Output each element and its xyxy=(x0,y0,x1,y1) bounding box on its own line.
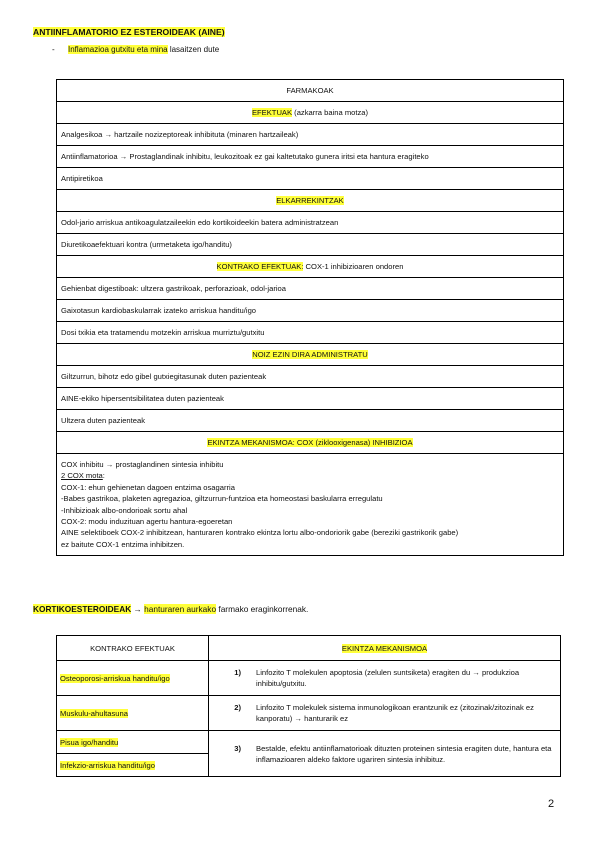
mechanism-item xyxy=(215,667,554,689)
mechanism-text: Bestalde, efektu antiinflamatorioak dituzten proteinen sintesia eragiten dute, hantura eta inflamazioaren aldeko faktore ugariren sintesia inhibituz. xyxy=(256,743,552,764)
mechanism-cell xyxy=(209,696,561,731)
kontrako-efektuak-row: Gehienbat digestiboak: ultzera gastrikoak, perforazioak, odol-jarioa xyxy=(57,278,564,300)
mekanismoa-line: COX inhibitu → prostaglandinen sintesia inhibitu xyxy=(61,460,224,469)
kontrako-efektuak-row: Dosi txikia eta tratamendu motzekin arriskua murriztu/gutxitu xyxy=(57,322,564,344)
section-title-aine-text: ANTIINFLAMATORIO EZ ESTEROIDEAK (AINE) xyxy=(33,27,225,37)
mechanism-text: Linfozito T molekulen apoptosia (zelulen suntsiketa) eragiten du → produkzioa inhibitu/gutxitu. xyxy=(256,668,520,688)
mekanismoa-line: ez baitute COX-1 entzima inhibitzen. xyxy=(61,539,185,549)
farmakoak-table xyxy=(56,79,564,556)
section-title-kortikoesteroideak xyxy=(33,604,308,614)
ekintza-mekanismoa-title: EKINTZA MEKANISMOA xyxy=(341,643,428,653)
mekanismoa-body xyxy=(57,454,564,556)
kontrako-efektuak-header xyxy=(57,256,564,278)
side-effect-label: Osteoporosi-arriskua handitu/igo xyxy=(60,673,170,683)
elkarrekintzak-header xyxy=(57,190,564,212)
side-effect-cell xyxy=(57,661,209,696)
mechanism-number: 3) xyxy=(234,743,241,753)
page-number: 2 xyxy=(548,798,555,810)
bullet-highlight: Inflamazioa gutxitu eta mina xyxy=(68,45,168,54)
mekanismoa-line: COX-1: ehun gehienetan dagoen entzima osagarria xyxy=(61,482,235,492)
kontrako-efektuak-subtitle: COX-1 inhibizioaren ondoren xyxy=(303,262,404,271)
mechanism-item xyxy=(215,702,554,724)
cox-mota-label: 2 COX mota xyxy=(61,471,103,481)
cox-mota-colon: : xyxy=(102,471,105,481)
noiz-ez-row: Ultzera duten pazienteak xyxy=(57,410,564,432)
mekanismoa-header xyxy=(57,432,564,454)
kontrako-efektuak-title: KONTRAKO EFEKTUAK: xyxy=(216,262,304,271)
title-highlight-hantura: hanturaren aurkako xyxy=(144,604,217,614)
noiz-ez-row: AINE-ekiko hipersentsibilitatea duten pazienteak xyxy=(57,388,564,410)
efektuak-subtitle: (azkarra baina motza) xyxy=(292,108,369,117)
efektuak-row: Antipiretikoa xyxy=(57,168,564,190)
efektuak-header xyxy=(57,102,564,124)
efektuak-row: Antiinflamatorioa → Prostaglandinak inhibitu, leukozitoak ez gai kaltetutako gunera iritsi eta hantura eragiteko xyxy=(57,146,564,168)
mekanismoa-line: COX-2: modu induzituan agertu hantura-egoeretan xyxy=(61,517,233,527)
mekanismoa-line: -Inhibizioak albo-ondorioak sortu ahal xyxy=(61,505,188,515)
mekanismoa-line: AINE selektiboek COX-2 inhibitzean, hanturaren kontrako ekintza lortu albo-ondoriorik gabe (bereziki gastrikorik gabe) xyxy=(61,528,459,538)
farmakoak-header: FARMAKOAK xyxy=(57,80,564,102)
mechanism-item xyxy=(215,743,554,765)
kortikoesteroideak-table xyxy=(56,635,561,777)
elkarrekintzak-row: Diuretikoaefektuari kontra (urmetaketa igo/handitu) xyxy=(57,234,564,256)
mechanism-number: 1) xyxy=(234,668,241,677)
title-rest: farmako eraginkorrenak. xyxy=(216,604,309,614)
mekanismoa-title: EKINTZA MEKANISMOA: COX (ziklooxigenasa) INHIBIZIOA xyxy=(207,438,413,447)
mechanism-cell xyxy=(209,661,561,696)
side-effect-cell xyxy=(57,731,209,754)
mechanism-cell xyxy=(209,731,561,777)
kontrako-efektuak-col-header: KONTRAKO EFEKTUAK xyxy=(57,636,209,661)
kortikoesteroideak-title: KORTIKOESTEROIDEAK xyxy=(33,604,132,614)
mekanismoa-line-cox-mota xyxy=(61,470,559,481)
aine-bullet xyxy=(52,45,219,54)
efektuak-row: Analgesikoa → hartzaile nozizeptoreak inhibituta (minaren hartzaileak) xyxy=(57,124,564,146)
kontrako-efektuak-row: Gaixotasun kardiobaskularrak izateko arriskua handitu/igo xyxy=(57,300,564,322)
side-effect-cell xyxy=(57,754,209,777)
noiz-ez-header xyxy=(57,344,564,366)
noiz-ez-title: NOIZ EZIN DIRA ADMINISTRATU xyxy=(252,350,368,359)
side-effect-cell xyxy=(57,696,209,731)
noiz-ez-row: Giltzurrun, bihotz edo gibel gutxiegitasunak duten pazienteak xyxy=(57,366,564,388)
title-arrow: → xyxy=(131,604,145,614)
mechanism-text: Linfozito T molekulek sistema inmunologikoan erantzunik ez (zitozinak/zitozinak ez kanporatu) → hanturarik ez xyxy=(256,703,534,723)
ekintza-mekanismoa-col-header xyxy=(209,636,561,661)
mekanismoa-line: -Babes gastrikoa, plaketen agregazioa, giltzurrun-funtzioa eta homeostasi baskularra erregulatu xyxy=(61,494,383,504)
elkarrekintzak-row: Odol-jario arriskua antikoagulatzaileekin edo kortikoideekin batera administratzean xyxy=(57,212,564,234)
mechanism-number: 2) xyxy=(234,703,241,712)
side-effect-label: Infekzio-arriskua handitu/igo xyxy=(60,760,155,770)
elkarrekintzak-title: ELKARREKINTZAK xyxy=(276,196,344,205)
bullet-dash: - xyxy=(52,45,55,54)
side-effect-label: Pisua igo/handitu xyxy=(60,737,119,747)
efektuak-title: EFEKTUAK xyxy=(251,108,293,117)
section-title-aine xyxy=(33,27,225,37)
bullet-rest: lasaitzen dute xyxy=(167,45,220,54)
side-effect-label: Muskulu-ahultasuna xyxy=(60,708,128,718)
